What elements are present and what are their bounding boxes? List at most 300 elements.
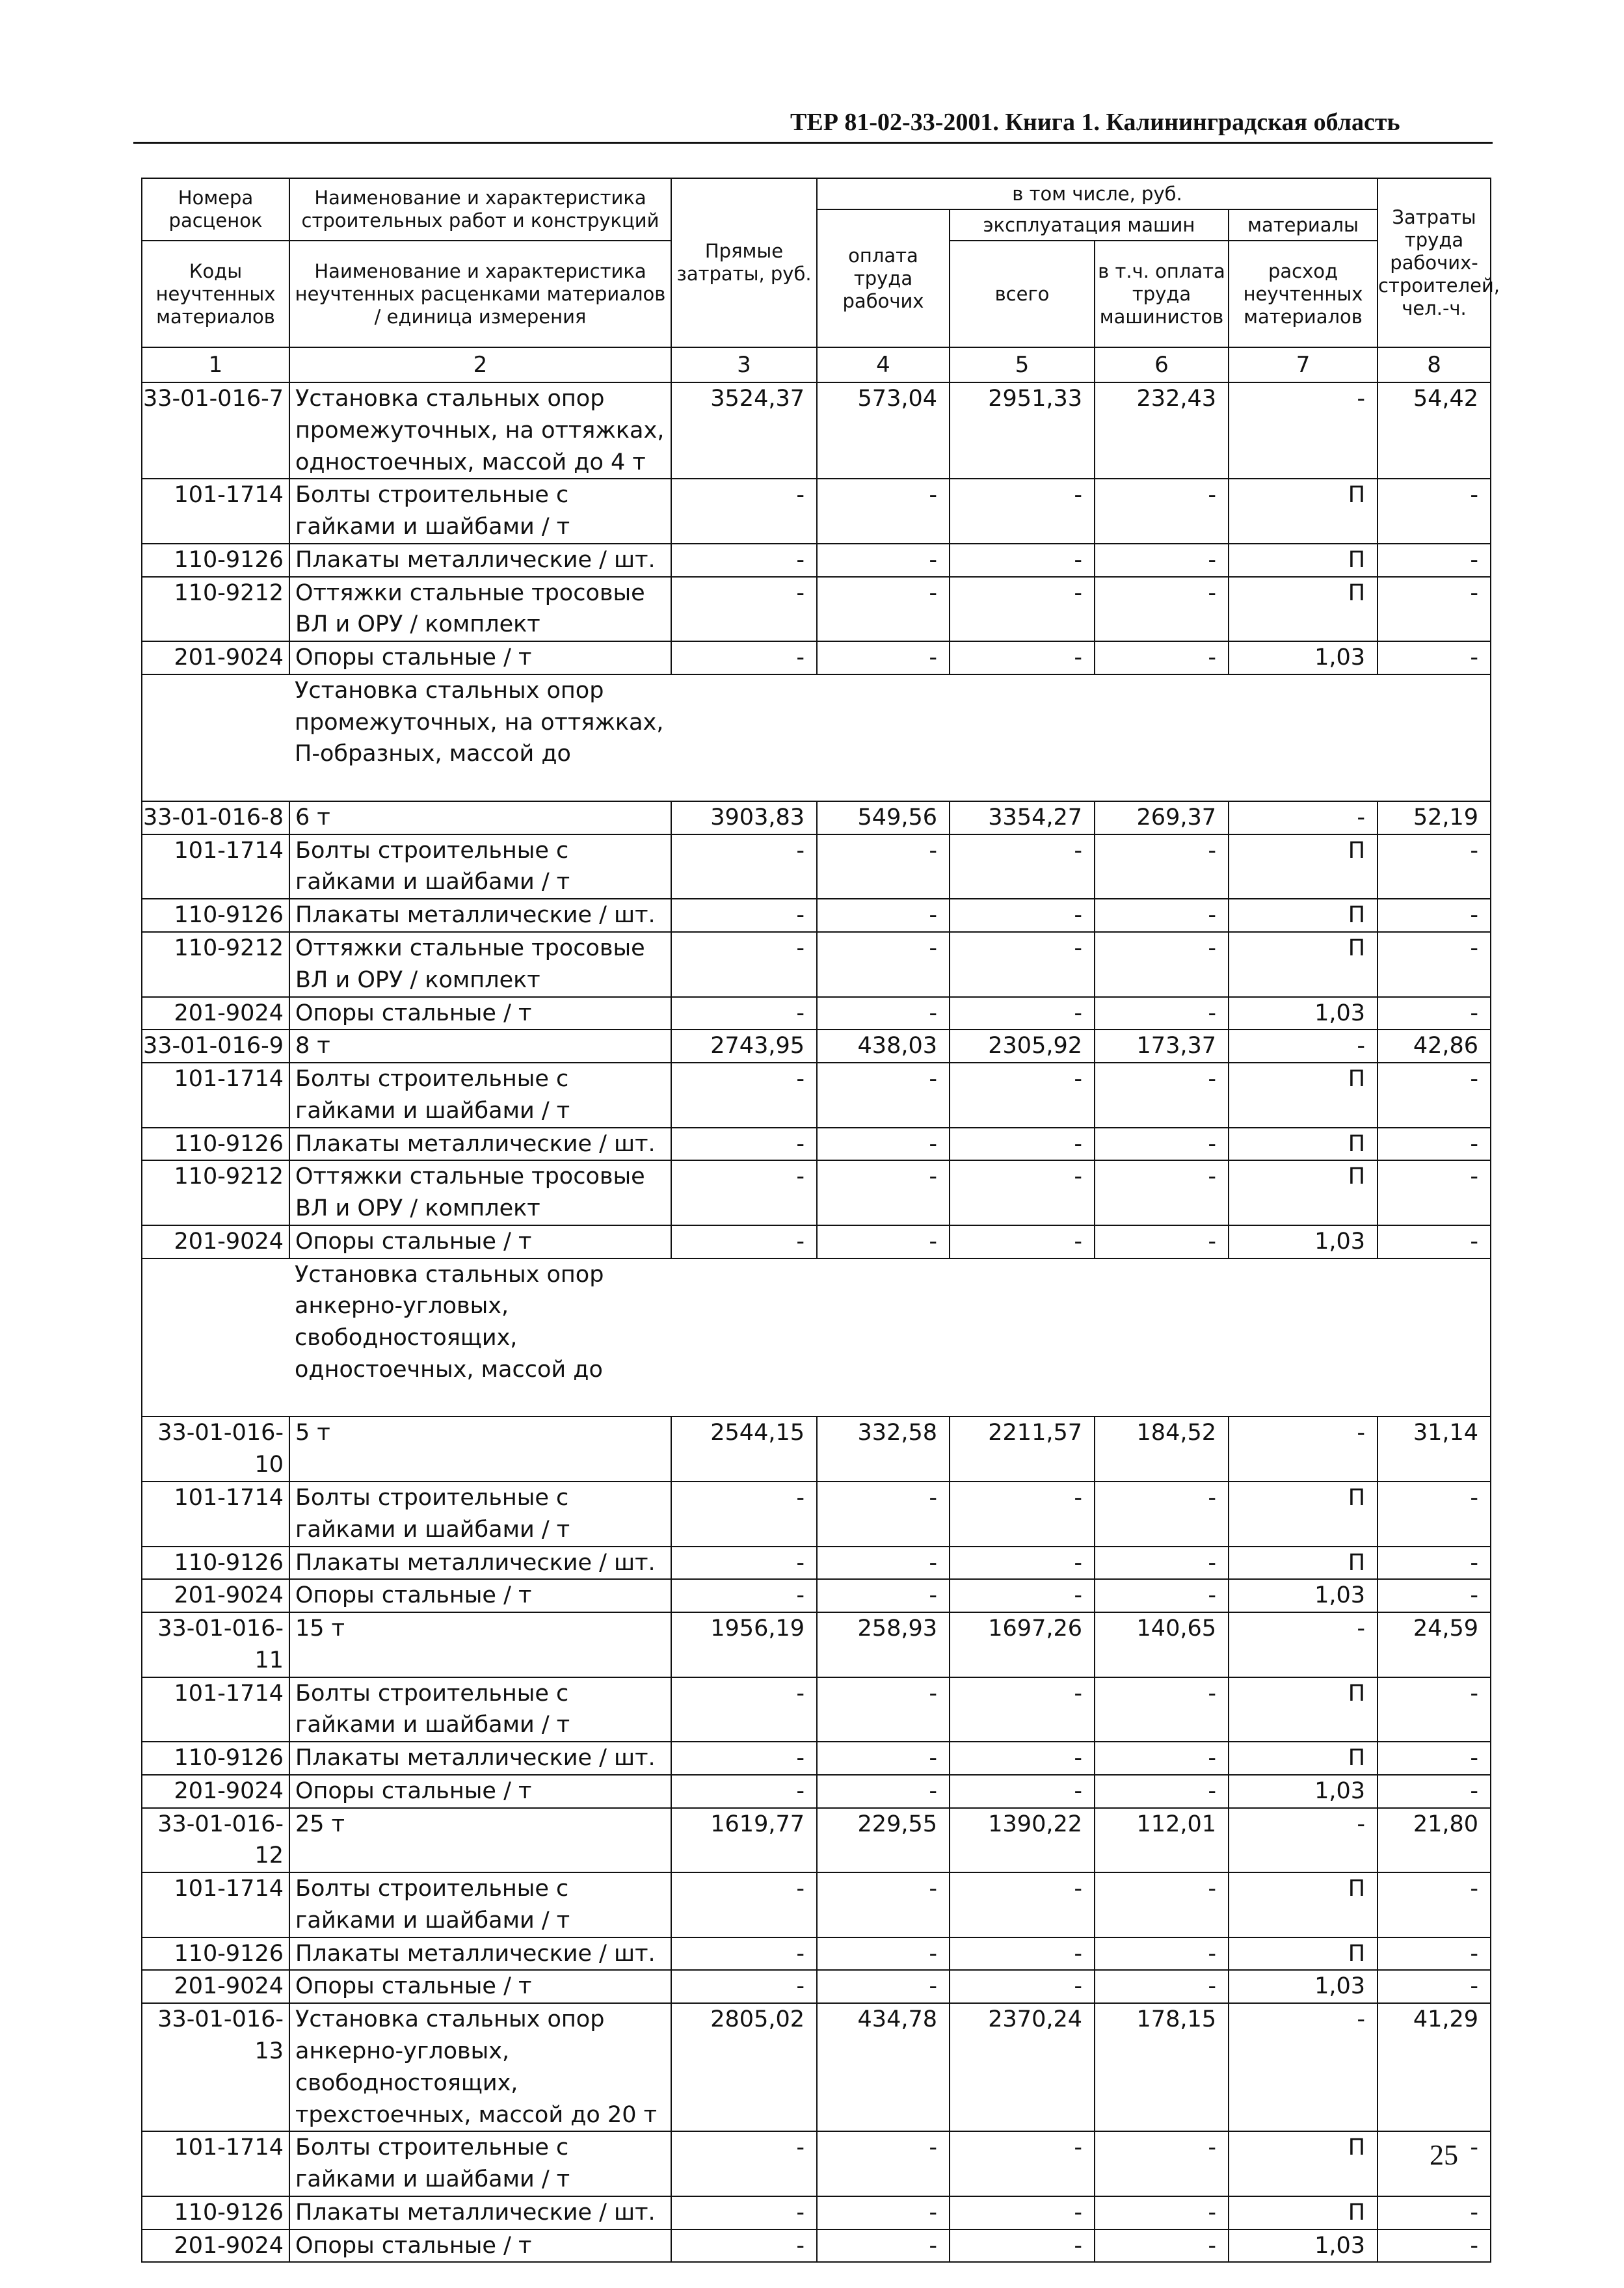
- work-description: 8 т: [289, 1030, 671, 1063]
- rate-code: 110-9126: [142, 1937, 289, 1971]
- direct-costs-cell: 3524,37: [671, 382, 817, 479]
- labor-pay-cell: -: [817, 1547, 950, 1580]
- labor-costs-cell: -: [1378, 1579, 1491, 1612]
- direct-costs-cell: -: [671, 544, 817, 577]
- direct-costs-cell: 1956,19: [671, 1612, 817, 1677]
- machines-total-cell: -: [950, 1742, 1095, 1775]
- labor-costs-cell: -: [1378, 544, 1491, 577]
- machines-total-cell: -: [950, 577, 1095, 642]
- machines-total-cell: 2305,92: [950, 1030, 1095, 1063]
- work-description: Плакаты металлические / шт.: [289, 2196, 671, 2229]
- work-description: Болты строительные с гайками и шайбами / т: [289, 2131, 671, 2196]
- machines-total-cell: -: [950, 1677, 1095, 1742]
- direct-costs-cell: -: [671, 1128, 817, 1161]
- materials-cell: -: [1229, 1808, 1378, 1873]
- rate-code: 33-01-016-12: [142, 1808, 289, 1873]
- direct-costs-cell: 1619,77: [671, 1808, 817, 1873]
- work-description: Болты строительные с гайками и шайбами / т: [289, 1482, 671, 1547]
- labor-costs-cell: -: [1378, 997, 1491, 1030]
- labor-costs-cell: -: [1378, 2131, 1491, 2196]
- machines-total-cell: -: [950, 1160, 1095, 1225]
- machines-total-cell: 2370,24: [950, 2003, 1095, 2131]
- operators-pay-cell: -: [1095, 997, 1229, 1030]
- column-number: 1: [142, 347, 289, 382]
- labor-costs-cell: 52,19: [1378, 801, 1491, 834]
- rate-code: 110-9212: [142, 1160, 289, 1225]
- operators-pay-cell: -: [1095, 1547, 1229, 1580]
- materials-cell: 1,03: [1229, 641, 1378, 674]
- operators-pay-cell: 178,15: [1095, 2003, 1229, 2131]
- direct-costs-cell: -: [671, 1063, 817, 1128]
- table-row: [142, 1742, 1491, 1775]
- labor-pay-cell: -: [817, 1160, 950, 1225]
- rate-code: 201-9024: [142, 641, 289, 674]
- machines-total-cell: -: [950, 1970, 1095, 2003]
- rate-code: 101-1714: [142, 1482, 289, 1547]
- work-description: Опоры стальные / т: [289, 1225, 671, 1258]
- header-machines-total: всего: [950, 241, 1095, 347]
- operators-pay-cell: -: [1095, 641, 1229, 674]
- machines-total-cell: 2951,33: [950, 382, 1095, 479]
- labor-costs-cell: -: [1378, 932, 1491, 997]
- labor-pay-cell: 434,78: [817, 2003, 950, 2131]
- direct-costs-cell: -: [671, 2131, 817, 2196]
- labor-costs-cell: -: [1378, 1547, 1491, 1580]
- machines-total-cell: -: [950, 2131, 1095, 2196]
- operators-pay-cell: -: [1095, 479, 1229, 544]
- materials-cell: П: [1229, 899, 1378, 932]
- machines-total-cell: 1390,22: [950, 1808, 1095, 1873]
- work-description: 5 т: [289, 1417, 671, 1482]
- header-material-name: Наименование и характеристика неучтенных расценками материалов / единица измерения: [289, 241, 671, 347]
- direct-costs-cell: -: [671, 1742, 817, 1775]
- materials-cell: П: [1229, 1063, 1378, 1128]
- column-number: 6: [1095, 347, 1229, 382]
- machines-total-cell: -: [950, 1872, 1095, 1937]
- operators-pay-cell: -: [1095, 1063, 1229, 1128]
- operators-pay-cell: -: [1095, 577, 1229, 642]
- direct-costs-cell: -: [671, 641, 817, 674]
- materials-cell: П: [1229, 577, 1378, 642]
- rate-code: 110-9126: [142, 1128, 289, 1161]
- table-row: [142, 2229, 1491, 2263]
- section-spacer-cell: [142, 674, 289, 801]
- labor-pay-cell: -: [817, 997, 950, 1030]
- materials-cell: П: [1229, 1482, 1378, 1547]
- labor-costs-cell: 41,29: [1378, 2003, 1491, 2131]
- labor-costs-cell: -: [1378, 899, 1491, 932]
- direct-costs-cell: 2743,95: [671, 1030, 817, 1063]
- column-number: 3: [671, 347, 817, 382]
- work-description: Болты строительные с гайками и шайбами / т: [289, 479, 671, 544]
- rate-code: 110-9126: [142, 544, 289, 577]
- table-row: [142, 801, 1491, 834]
- operators-pay-cell: 232,43: [1095, 382, 1229, 479]
- direct-costs-cell: -: [671, 1482, 817, 1547]
- rates-table-container: [141, 178, 1500, 2259]
- table-row: [142, 1547, 1491, 1580]
- direct-costs-cell: -: [671, 2196, 817, 2229]
- materials-cell: -: [1229, 801, 1378, 834]
- work-description: Опоры стальные / т: [289, 641, 671, 674]
- header-materials-unaccounted: расход неучтенных материалов: [1229, 241, 1378, 347]
- table-row: [142, 1417, 1491, 1482]
- work-description: Плакаты металлические / шт.: [289, 1547, 671, 1580]
- labor-pay-cell: -: [817, 479, 950, 544]
- materials-cell: 1,03: [1229, 2229, 1378, 2263]
- materials-cell: П: [1229, 1547, 1378, 1580]
- table-body: [142, 382, 1491, 2262]
- direct-costs-cell: -: [671, 997, 817, 1030]
- work-description: 25 т: [289, 1808, 671, 1873]
- rate-code: 110-9212: [142, 932, 289, 997]
- materials-cell: П: [1229, 2131, 1378, 2196]
- page-number: 25: [1430, 2139, 1458, 2171]
- work-description: Опоры стальные / т: [289, 1970, 671, 2003]
- machines-total-cell: -: [950, 1579, 1095, 1612]
- header-materials: материалы: [1229, 209, 1378, 241]
- column-number: 7: [1229, 347, 1378, 382]
- direct-costs-cell: -: [671, 1579, 817, 1612]
- labor-costs-cell: -: [1378, 1677, 1491, 1742]
- machines-total-cell: -: [950, 1937, 1095, 1971]
- header-labor-pay: оплата труда рабочих: [817, 209, 950, 347]
- machines-total-cell: -: [950, 1225, 1095, 1258]
- operators-pay-cell: -: [1095, 899, 1229, 932]
- direct-costs-cell: -: [671, 932, 817, 997]
- materials-cell: П: [1229, 1937, 1378, 1971]
- operators-pay-cell: -: [1095, 1128, 1229, 1161]
- materials-cell: 1,03: [1229, 1970, 1378, 2003]
- operators-pay-cell: -: [1095, 1160, 1229, 1225]
- rate-code: 110-9212: [142, 577, 289, 642]
- table-row: [142, 1030, 1491, 1063]
- work-description: Болты строительные с гайками и шайбами / т: [289, 1872, 671, 1937]
- direct-costs-cell: -: [671, 577, 817, 642]
- operators-pay-cell: -: [1095, 544, 1229, 577]
- operators-pay-cell: -: [1095, 1775, 1229, 1808]
- direct-costs-cell: -: [671, 1970, 817, 2003]
- machines-total-cell: -: [950, 834, 1095, 899]
- labor-pay-cell: -: [817, 2229, 950, 2263]
- labor-costs-cell: 54,42: [1378, 382, 1491, 479]
- column-number: 8: [1378, 347, 1491, 382]
- work-description: Оттяжки стальные тросовые ВЛ и ОРУ / комплект: [289, 577, 671, 642]
- labor-pay-cell: -: [817, 1775, 950, 1808]
- rate-code: 33-01-016-13: [142, 2003, 289, 2131]
- work-description: 6 т: [289, 801, 671, 834]
- operators-pay-cell: 112,01: [1095, 1808, 1229, 1873]
- table-row: [142, 1937, 1491, 1971]
- work-description: Опоры стальные / т: [289, 2229, 671, 2263]
- machines-total-cell: -: [950, 997, 1095, 1030]
- operators-pay-cell: -: [1095, 1677, 1229, 1742]
- table-row: [142, 1970, 1491, 2003]
- operators-pay-cell: -: [1095, 834, 1229, 899]
- machines-total-cell: 3354,27: [950, 801, 1095, 834]
- table-row: [142, 2196, 1491, 2229]
- labor-pay-cell: -: [817, 1128, 950, 1161]
- direct-costs-cell: -: [671, 1547, 817, 1580]
- rate-code: 110-9126: [142, 899, 289, 932]
- direct-costs-cell: 3903,83: [671, 801, 817, 834]
- materials-cell: -: [1229, 1417, 1378, 1482]
- labor-costs-cell: 21,80: [1378, 1808, 1491, 1873]
- work-description: Болты строительные с гайками и шайбами / т: [289, 834, 671, 899]
- table-row: [142, 1872, 1491, 1937]
- work-description: 15 т: [289, 1612, 671, 1677]
- labor-costs-cell: -: [1378, 1482, 1491, 1547]
- table-row: [142, 1160, 1491, 1225]
- labor-pay-cell: -: [817, 544, 950, 577]
- machines-total-cell: -: [950, 899, 1095, 932]
- operators-pay-cell: -: [1095, 1579, 1229, 1612]
- labor-costs-cell: -: [1378, 1128, 1491, 1161]
- labor-costs-cell: -: [1378, 834, 1491, 899]
- table-row: [142, 1677, 1491, 1742]
- labor-pay-cell: 549,56: [817, 801, 950, 834]
- machines-total-cell: 1697,26: [950, 1612, 1095, 1677]
- labor-pay-cell: -: [817, 899, 950, 932]
- labor-pay-cell: 332,58: [817, 1417, 950, 1482]
- header-machine-ops: эксплуатация машин: [950, 209, 1229, 241]
- page-header: ТЕР 81-02-33-2001. Книга 1. Калининградская область: [790, 109, 1400, 136]
- labor-pay-cell: -: [817, 1579, 950, 1612]
- table-row: [142, 997, 1491, 1030]
- labor-pay-cell: -: [817, 1482, 950, 1547]
- materials-cell: -: [1229, 1030, 1378, 1063]
- table-row: [142, 834, 1491, 899]
- machines-total-cell: -: [950, 2229, 1095, 2263]
- table-row: [142, 899, 1491, 932]
- machines-total-cell: -: [950, 1547, 1095, 1580]
- materials-cell: П: [1229, 1872, 1378, 1937]
- labor-pay-cell: -: [817, 932, 950, 997]
- rate-code: 33-01-016-11: [142, 1612, 289, 1677]
- labor-costs-cell: -: [1378, 479, 1491, 544]
- work-description: Болты строительные с гайками и шайбами / т: [289, 1677, 671, 1742]
- materials-cell: 1,03: [1229, 1225, 1378, 1258]
- machines-total-cell: -: [950, 1482, 1095, 1547]
- materials-cell: П: [1229, 834, 1378, 899]
- table-row: [142, 1482, 1491, 1547]
- rate-code: 33-01-016-7: [142, 382, 289, 479]
- direct-costs-cell: -: [671, 1677, 817, 1742]
- header-rule: [133, 142, 1493, 144]
- work-description: Плакаты металлические / шт.: [289, 899, 671, 932]
- labor-costs-cell: -: [1378, 1872, 1491, 1937]
- operators-pay-cell: -: [1095, 1225, 1229, 1258]
- labor-pay-cell: -: [817, 1872, 950, 1937]
- column-number: 4: [817, 347, 950, 382]
- direct-costs-cell: -: [671, 899, 817, 932]
- labor-pay-cell: 438,03: [817, 1030, 950, 1063]
- column-number: 5: [950, 347, 1095, 382]
- direct-costs-cell: -: [671, 2229, 817, 2263]
- rate-code: 110-9126: [142, 1547, 289, 1580]
- labor-pay-cell: -: [817, 641, 950, 674]
- direct-costs-cell: -: [671, 834, 817, 899]
- operators-pay-cell: 184,52: [1095, 1417, 1229, 1482]
- machines-total-cell: -: [950, 1775, 1095, 1808]
- labor-pay-cell: -: [817, 1937, 950, 1971]
- work-description: Плакаты металлические / шт.: [289, 1128, 671, 1161]
- rate-code: 201-9024: [142, 1579, 289, 1612]
- rate-code: 101-1714: [142, 834, 289, 899]
- header-work-name: Наименование и характеристика строительных работ и конструкций: [289, 178, 671, 241]
- labor-pay-cell: -: [817, 1970, 950, 2003]
- operators-pay-cell: -: [1095, 1742, 1229, 1775]
- table-row: [142, 1612, 1491, 1677]
- labor-pay-cell: -: [817, 2196, 950, 2229]
- operators-pay-cell: -: [1095, 1482, 1229, 1547]
- operators-pay-cell: -: [1095, 1872, 1229, 1937]
- header-labor-costs: Затраты труда рабочих-строителей, чел.-ч.: [1378, 178, 1491, 347]
- machines-total-cell: -: [950, 479, 1095, 544]
- table-row: [142, 932, 1491, 997]
- labor-costs-cell: 24,59: [1378, 1612, 1491, 1677]
- materials-cell: П: [1229, 479, 1378, 544]
- machines-total-cell: -: [950, 1063, 1095, 1128]
- table-row: [142, 2003, 1491, 2131]
- table-row: [142, 479, 1491, 544]
- operators-pay-cell: -: [1095, 2131, 1229, 2196]
- materials-cell: -: [1229, 2003, 1378, 2131]
- section-header-row: [142, 674, 1491, 801]
- materials-cell: П: [1229, 2196, 1378, 2229]
- header-direct-costs: Прямые затраты, руб.: [671, 178, 817, 347]
- labor-costs-cell: -: [1378, 1775, 1491, 1808]
- machines-total-cell: 2211,57: [950, 1417, 1095, 1482]
- machines-total-cell: -: [950, 1128, 1095, 1161]
- operators-pay-cell: -: [1095, 932, 1229, 997]
- work-description: Установка стальных опор анкерно-угловых, свободностоящих, трехстоечных, массой до 20 т: [289, 2003, 671, 2131]
- rate-code: 101-1714: [142, 1872, 289, 1937]
- direct-costs-cell: -: [671, 479, 817, 544]
- direct-costs-cell: 2544,15: [671, 1417, 817, 1482]
- rate-code: 110-9126: [142, 2196, 289, 2229]
- operators-pay-cell: -: [1095, 2196, 1229, 2229]
- rate-code: 33-01-016-8: [142, 801, 289, 834]
- labor-pay-cell: -: [817, 1742, 950, 1775]
- labor-costs-cell: -: [1378, 1970, 1491, 2003]
- work-description: Опоры стальные / т: [289, 997, 671, 1030]
- labor-costs-cell: 42,86: [1378, 1030, 1491, 1063]
- operators-pay-cell: -: [1095, 1970, 1229, 2003]
- labor-pay-cell: -: [817, 1677, 950, 1742]
- labor-costs-cell: -: [1378, 1937, 1491, 1971]
- rate-code: 101-1714: [142, 1063, 289, 1128]
- materials-cell: П: [1229, 544, 1378, 577]
- operators-pay-cell: 269,37: [1095, 801, 1229, 834]
- materials-cell: 1,03: [1229, 1579, 1378, 1612]
- labor-pay-cell: 573,04: [817, 382, 950, 479]
- header-in-total: в том числе, руб.: [817, 178, 1378, 209]
- rate-code: 33-01-016-9: [142, 1030, 289, 1063]
- table-row: [142, 577, 1491, 642]
- operators-pay-cell: -: [1095, 2229, 1229, 2263]
- materials-cell: -: [1229, 382, 1378, 479]
- table-row: [142, 2131, 1491, 2196]
- rate-code: 201-9024: [142, 997, 289, 1030]
- materials-cell: -: [1229, 1612, 1378, 1677]
- rates-table: [141, 178, 1500, 2263]
- section-header-row: [142, 1258, 1491, 1417]
- materials-cell: П: [1229, 1742, 1378, 1775]
- rate-code: 101-1714: [142, 2131, 289, 2196]
- table-row: [142, 382, 1491, 479]
- table-row: [142, 1808, 1491, 1873]
- direct-costs-cell: -: [671, 1872, 817, 1937]
- labor-costs-cell: -: [1378, 577, 1491, 642]
- table-row: [142, 641, 1491, 674]
- table-row: [142, 1579, 1491, 1612]
- work-description: Оттяжки стальные тросовые ВЛ и ОРУ / комплект: [289, 1160, 671, 1225]
- labor-costs-cell: -: [1378, 1160, 1491, 1225]
- table-row: [142, 1775, 1491, 1808]
- labor-costs-cell: -: [1378, 2196, 1491, 2229]
- labor-pay-cell: 229,55: [817, 1808, 950, 1873]
- labor-costs-cell: -: [1378, 641, 1491, 674]
- operators-pay-cell: 173,37: [1095, 1030, 1229, 1063]
- materials-cell: П: [1229, 932, 1378, 997]
- rate-code: 201-9024: [142, 1775, 289, 1808]
- labor-pay-cell: -: [817, 834, 950, 899]
- labor-costs-cell: 31,14: [1378, 1417, 1491, 1482]
- rate-code: 33-01-016-10: [142, 1417, 289, 1482]
- rate-code: 201-9024: [142, 2229, 289, 2263]
- labor-costs-cell: -: [1378, 1742, 1491, 1775]
- table-row: [142, 544, 1491, 577]
- header-rate-numbers: Номера расценок: [142, 178, 289, 241]
- work-description: Болты строительные с гайками и шайбами / т: [289, 1063, 671, 1128]
- labor-costs-cell: -: [1378, 1225, 1491, 1258]
- machines-total-cell: -: [950, 544, 1095, 577]
- labor-pay-cell: -: [817, 1063, 950, 1128]
- section-title: Установка стальных опор анкерно-угловых, свободностоящих, одностоечных, массой до: [289, 1258, 1491, 1417]
- materials-cell: П: [1229, 1677, 1378, 1742]
- labor-pay-cell: 258,93: [817, 1612, 950, 1677]
- labor-costs-cell: -: [1378, 1063, 1491, 1128]
- labor-pay-cell: -: [817, 577, 950, 642]
- direct-costs-cell: 2805,02: [671, 2003, 817, 2131]
- direct-costs-cell: -: [671, 1775, 817, 1808]
- machines-total-cell: -: [950, 641, 1095, 674]
- machines-total-cell: -: [950, 932, 1095, 997]
- section-title: Установка стальных опор промежуточных, на оттяжках, П-образных, массой до: [289, 674, 1491, 801]
- rate-code: 110-9126: [142, 1742, 289, 1775]
- direct-costs-cell: -: [671, 1937, 817, 1971]
- labor-pay-cell: -: [817, 1225, 950, 1258]
- operators-pay-cell: 140,65: [1095, 1612, 1229, 1677]
- section-spacer-cell: [142, 1258, 289, 1417]
- table-row: [142, 1128, 1491, 1161]
- materials-cell: 1,03: [1229, 1775, 1378, 1808]
- materials-cell: П: [1229, 1128, 1378, 1161]
- work-description: Плакаты металлические / шт.: [289, 1937, 671, 1971]
- header-operators-pay: в т.ч. оплата труда машинистов: [1095, 241, 1229, 347]
- table-row: [142, 1225, 1491, 1258]
- labor-pay-cell: -: [817, 2131, 950, 2196]
- table-row: [142, 1063, 1491, 1128]
- direct-costs-cell: -: [671, 1160, 817, 1225]
- work-description: Опоры стальные / т: [289, 1579, 671, 1612]
- direct-costs-cell: -: [671, 1225, 817, 1258]
- work-description: Оттяжки стальные тросовые ВЛ и ОРУ / комплект: [289, 932, 671, 997]
- materials-cell: П: [1229, 1160, 1378, 1225]
- rate-code: 101-1714: [142, 1677, 289, 1742]
- work-description: Опоры стальные / т: [289, 1775, 671, 1808]
